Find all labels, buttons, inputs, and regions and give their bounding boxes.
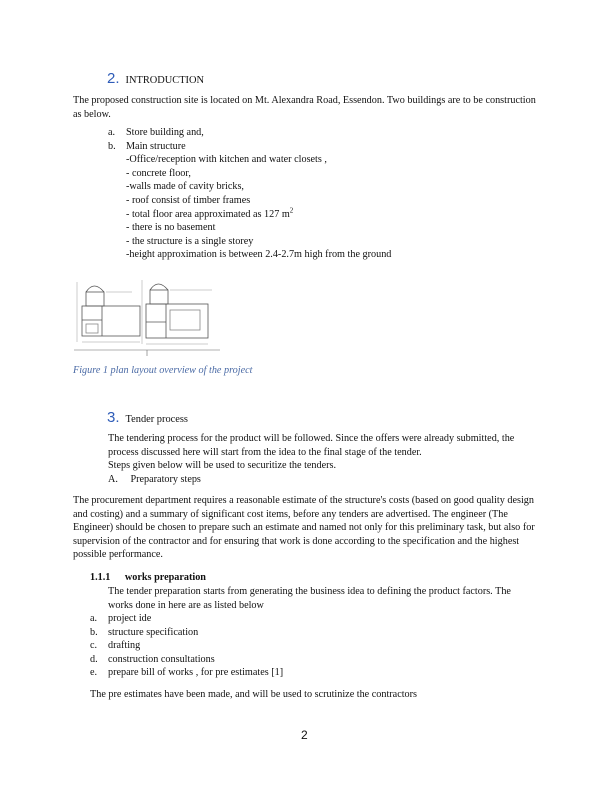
detail-line: - there is no basement	[126, 222, 216, 234]
list-item-text: construction consultations	[108, 653, 215, 665]
figure-caption: Figure 1 plan layout overview of the project	[73, 365, 253, 376]
section-3-heading	[107, 411, 188, 427]
list-marker: c.	[90, 640, 98, 652]
detail-line: - roof consist of timber frames	[126, 194, 251, 206]
list-marker: d.	[90, 653, 98, 665]
list-item	[90, 666, 490, 680]
list-marker: a.	[108, 127, 116, 138]
list-marker: e.	[90, 667, 98, 679]
step-text: Preparatory steps	[130, 474, 201, 485]
building-list	[108, 126, 508, 262]
detail-line: - concrete floor,	[126, 167, 191, 179]
list-item	[90, 653, 490, 667]
list-item-text: drafting	[108, 640, 141, 652]
detail-line-area	[126, 208, 508, 222]
page-number: 2	[301, 728, 308, 742]
subsection-title: works preparation	[124, 572, 206, 583]
list-item	[108, 140, 508, 154]
steps-intro: Steps given below will be used to securitize the tenders.	[108, 460, 337, 471]
subsection-number: 1.1.1	[90, 572, 111, 583]
step-marker: A.	[108, 474, 118, 485]
subsection-text: The tender preparation starts from generating the business idea to defining the product factors. The works done in here are as listed below	[108, 586, 511, 611]
works-list	[90, 612, 490, 680]
list-item-text: Main structure	[126, 140, 186, 152]
subsection-heading	[90, 571, 206, 585]
section-2-heading	[107, 72, 204, 88]
detail-line: -Office/reception with kitchen and water closets ,	[126, 154, 327, 166]
list-marker: b.	[90, 626, 98, 638]
intro-paragraph: The proposed construction site is located on Mt. Alexandra Road, Essendon. Two buildings are to be construction as below.	[73, 95, 536, 120]
list-marker: b.	[108, 140, 116, 152]
tender-paragraph: The tendering process for the product will be followed. Since the offers were already submitted, the process discussed here will start from the idea to the final stage of the tender.	[108, 433, 515, 458]
list-item-text: Store building and,	[126, 127, 204, 138]
list-item-text: project ide	[108, 613, 152, 624]
section-title: INTRODUCTION	[125, 75, 205, 86]
superscript: 2	[289, 206, 294, 215]
detail-line: - the structure is a single storey	[126, 235, 254, 247]
section-number: 2.	[107, 70, 120, 87]
list-item-text: structure specification	[108, 626, 199, 638]
list-marker: a.	[90, 613, 98, 624]
section-number: 3.	[107, 409, 120, 426]
detail-line: -height approximation is between 2.4-2.7m high from the ground	[126, 249, 392, 261]
list-item-text: prepare bill of works , for pre estimates [1]	[108, 667, 284, 679]
list-item	[90, 639, 490, 653]
list-item	[108, 126, 508, 140]
detail-text: - total floor area approximated as 127 m	[126, 208, 290, 220]
floor-plan-drawing	[72, 270, 222, 358]
procurement-paragraph: The procurement department requires a reasonable estimate of the structure's costs (based on good quality design and costing) and a summary of significant cost items, before any tenders are advertised. The engineer (The Engineer) should be chosen to prepare such an estimate and named not only for this preliminary task, but also for supervision of the contractor and for ensuring that work is done according to the specification and the highest possible performance.	[73, 495, 535, 561]
closing-paragraph: The pre estimates have been made, and will be used to scrutinize the contractors	[90, 689, 418, 700]
list-item	[90, 612, 490, 626]
section-title: Tender process	[125, 414, 188, 425]
list-item	[90, 626, 490, 640]
detail-line: -walls made of cavity bricks,	[126, 181, 244, 193]
structure-details	[108, 153, 508, 262]
step-a	[108, 473, 201, 487]
